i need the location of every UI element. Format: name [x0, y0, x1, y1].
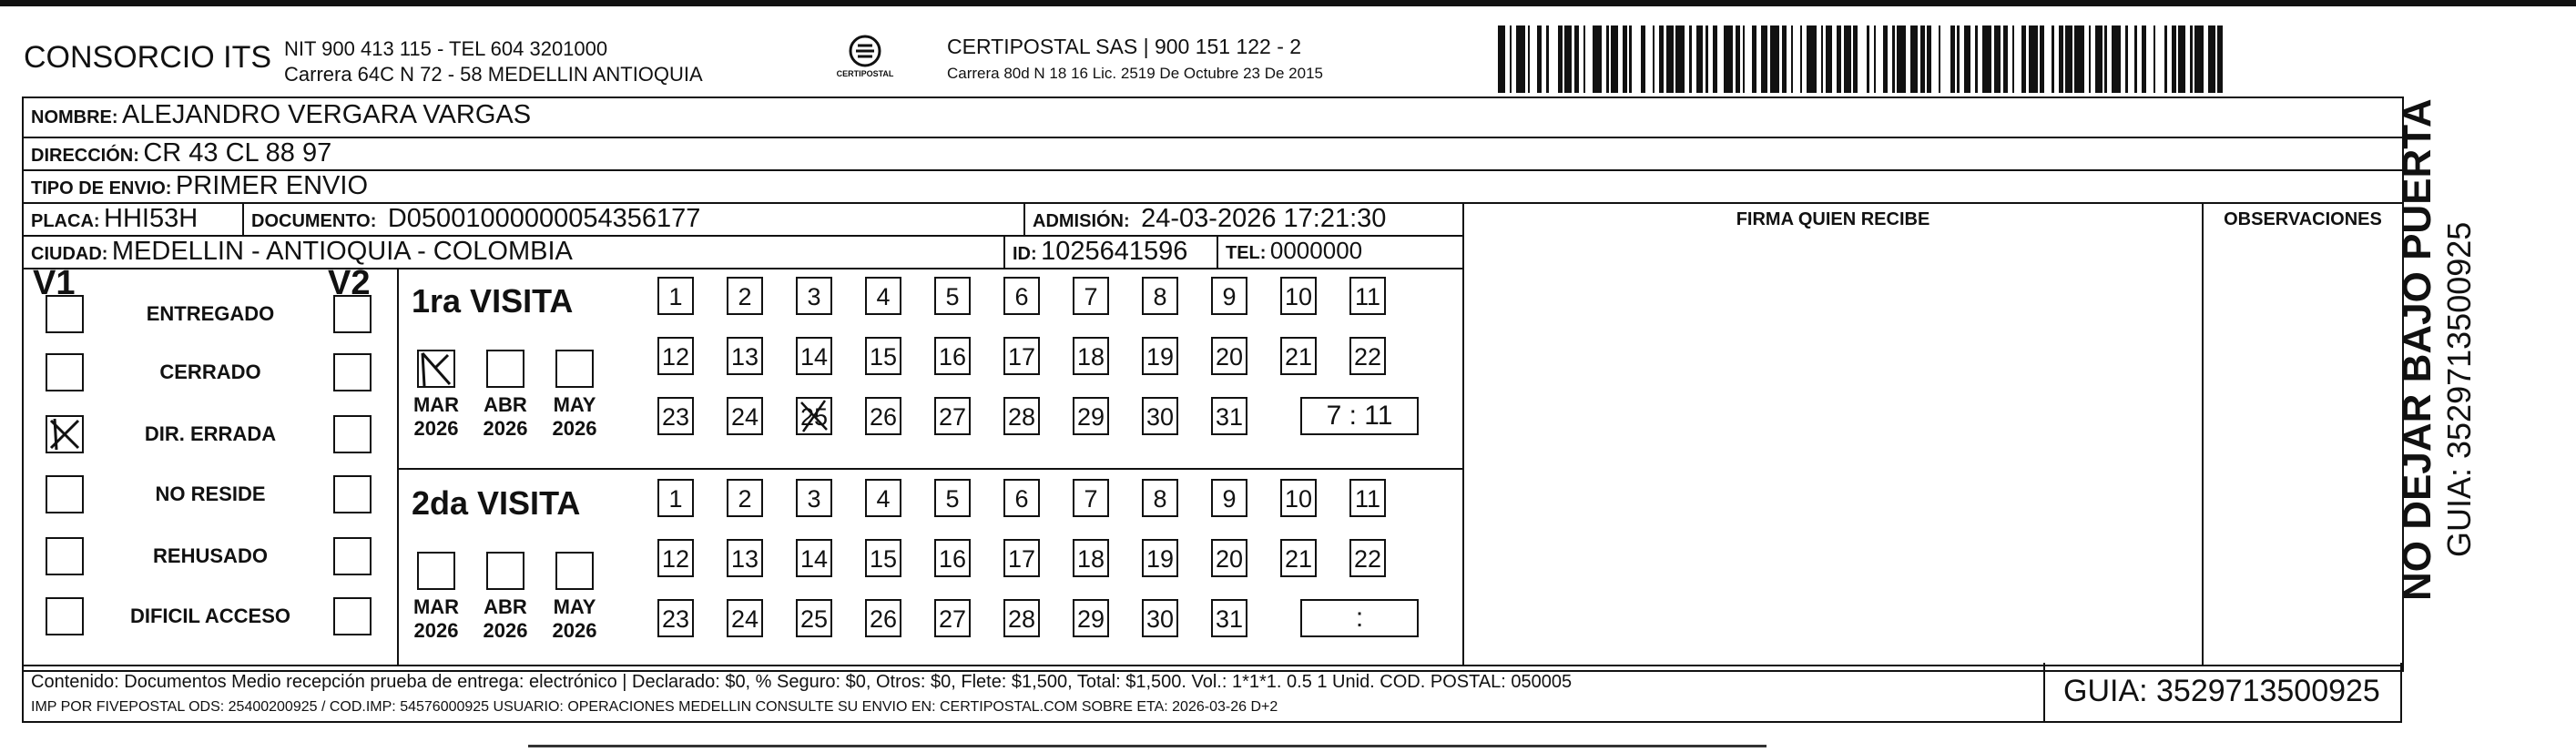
day-box[interactable]: 17 — [1003, 337, 1040, 375]
nombre-value: ALEJANDRO VERGARA VARGAS — [122, 100, 532, 129]
footer-contenido: Contenido: Documentos Medio recepción prueba de entrega: electrónico | Declarado: $0, % Seguro: $0, Otros: $0, Flete: $1,500, Total: $1,500. Vol.: 1*1*1. 0.5 1 Unid. COD. POSTAL: 050005 — [31, 672, 1573, 692]
admision-label: ADMISIÓN: — [1033, 211, 1130, 231]
v1-heading: V1 — [33, 264, 76, 302]
day-mark — [796, 397, 832, 435]
barcode-gap — [1745, 25, 1752, 93]
day-box[interactable]: 24 — [727, 397, 763, 435]
day-box[interactable]: 26 — [865, 397, 901, 435]
tel-cell — [1226, 237, 1362, 265]
barcode-bar — [1696, 25, 1704, 93]
day-box[interactable]: 8 — [1142, 277, 1178, 315]
day-box[interactable]: 2 — [727, 277, 763, 315]
day-box[interactable]: 12 — [657, 337, 694, 375]
documento-cell — [251, 204, 700, 234]
barcode-bar — [1724, 25, 1733, 93]
day-box[interactable]: 9 — [1211, 479, 1247, 517]
barcode-gap — [1530, 25, 1537, 93]
day-box[interactable]: 18 — [1073, 539, 1109, 577]
month-year: 2026 — [552, 619, 597, 642]
v1-checkbox[interactable] — [46, 537, 84, 575]
carrier-info — [947, 35, 1323, 83]
footer-impresion: IMP POR FIVEPOSTAL ODS: 25400200925 / COD.IMP: 54576000925 USUARIO: OPERACIONES MEDELLIN CONSULTE SU ENVIO EN: CERTIPOSTAL.COM SOBRE ETA: 2026-03-26 D+2 — [31, 699, 1278, 715]
day-box[interactable]: 23 — [657, 397, 694, 435]
footer-frame — [22, 663, 2402, 723]
day-box[interactable]: 20 — [1211, 337, 1247, 375]
day-box[interactable]: 2 — [727, 479, 763, 517]
barcode-bar — [2074, 25, 2083, 93]
day-box[interactable]: 6 — [1003, 277, 1040, 315]
barcode-bar — [1761, 25, 1768, 93]
v2-checkbox[interactable] — [333, 353, 372, 391]
admision-value: 24-03-2026 17:21:30 — [1141, 204, 1387, 233]
day-box[interactable]: 7 — [1073, 479, 1109, 517]
day-box[interactable]: 7 — [1073, 277, 1109, 315]
day-box[interactable]: 8 — [1142, 479, 1178, 517]
day-box[interactable]: 25 — [796, 599, 832, 637]
side-guia: GUIA: 3529713500925 — [2440, 221, 2478, 557]
month-year: 2026 — [413, 619, 459, 642]
day-box[interactable]: 25 — [796, 397, 832, 435]
barcode-gap — [2128, 25, 2135, 93]
day-box[interactable]: 22 — [1349, 539, 1386, 577]
day-box[interactable]: 13 — [727, 337, 763, 375]
month-name: MAY — [553, 595, 596, 618]
day-box[interactable]: 27 — [934, 599, 971, 637]
v2-checkbox[interactable] — [333, 597, 372, 635]
barcode-gap — [2146, 25, 2153, 93]
month-name: MAR — [412, 393, 460, 416]
visit-title: 1ra VISITA — [412, 282, 574, 320]
tipo-envio-value: PRIMER ENVIO — [175, 171, 369, 200]
day-box[interactable]: 4 — [865, 277, 901, 315]
barcode-bar — [1666, 25, 1674, 93]
status-label: REHUSADO — [153, 544, 268, 567]
month-checkbox[interactable] — [486, 552, 524, 590]
barcode-gap — [1858, 25, 1867, 93]
company-contact — [284, 36, 703, 87]
day-box[interactable]: 14 — [796, 337, 832, 375]
day-box[interactable]: 15 — [865, 539, 901, 577]
day-box[interactable]: 18 — [1073, 337, 1109, 375]
documento-label: DOCUMENTO: — [251, 211, 377, 231]
day-box[interactable]: 21 — [1280, 337, 1317, 375]
day-box[interactable]: 5 — [934, 479, 971, 517]
day-box[interactable]: 1 — [657, 479, 694, 517]
month-year: 2026 — [413, 417, 459, 440]
day-box[interactable]: 17 — [1003, 539, 1040, 577]
day-box[interactable]: 23 — [657, 599, 694, 637]
day-box[interactable]: 9 — [1211, 277, 1247, 315]
day-box[interactable]: 19 — [1142, 337, 1178, 375]
barcode-gap — [1645, 25, 1653, 93]
barcode-gap — [1931, 25, 1939, 93]
barcode-bar — [2029, 25, 2038, 93]
ciudad-label: CIUDAD: — [31, 244, 108, 264]
day-box[interactable]: 26 — [865, 599, 901, 637]
tipo-envio-row — [31, 171, 368, 201]
id-cell — [1013, 237, 1187, 267]
barcode-gap — [1585, 25, 1593, 93]
direccion-value: CR 43 CL 88 97 — [143, 138, 332, 168]
barcode-bar — [1897, 25, 1906, 93]
month-label — [404, 595, 468, 643]
day-box[interactable]: 30 — [1142, 397, 1178, 435]
visit-title: 2da VISITA — [412, 484, 581, 522]
barcode-bar — [2095, 25, 2103, 93]
barcode-bar — [1910, 25, 1918, 93]
month-checkbox[interactable] — [417, 552, 455, 590]
day-box[interactable]: 5 — [934, 277, 971, 315]
day-box[interactable]: 16 — [934, 539, 971, 577]
month-name: ABR — [484, 393, 527, 416]
v2-checkbox[interactable] — [333, 537, 372, 575]
ciudad-value: MEDELLIN - ANTIOQUIA - COLOMBIA — [111, 237, 573, 266]
v2-checkbox[interactable] — [333, 475, 372, 513]
barcode-bar — [2208, 25, 2215, 93]
day-box[interactable]: 4 — [865, 479, 901, 517]
day-box[interactable]: 30 — [1142, 599, 1178, 637]
direccion-row — [31, 138, 331, 168]
month-label — [543, 393, 606, 441]
day-box[interactable]: 28 — [1003, 397, 1040, 435]
observaciones-area — [2204, 235, 2400, 663]
bottom-scan-line — [528, 745, 1767, 747]
documento-value: D05001000000054356177 — [387, 204, 701, 233]
day-box[interactable]: 19 — [1142, 539, 1178, 577]
v2-checkbox[interactable] — [333, 295, 372, 333]
day-box[interactable]: 16 — [934, 337, 971, 375]
tel-label: TEL: — [1226, 243, 1267, 263]
nombre-label: NOMBRE: — [31, 107, 118, 127]
status-label: CERRADO — [159, 361, 261, 383]
barcode-bar — [1826, 25, 1833, 93]
barcode-bar — [1994, 25, 2001, 93]
company-nit-line: NIT 900 413 115 - TEL 604 3201000 — [284, 37, 608, 60]
barcode — [1498, 25, 2226, 93]
day-box[interactable]: 24 — [727, 599, 763, 637]
ciudad-cell — [31, 237, 573, 267]
placa-cell — [31, 204, 198, 234]
barcode-gap — [2044, 25, 2052, 93]
license-line: Carrera 80d N 18 16 Lic. 2519 De Octubre 23 De 2015 — [947, 65, 1323, 82]
day-box[interactable]: 21 — [1280, 539, 1317, 577]
barcode-bar — [1675, 25, 1685, 93]
barcode-bar — [1770, 25, 1779, 93]
status-label: DIR. ERRADA — [144, 422, 277, 445]
tipo-envio-label: TIPO DE ENVIO: — [31, 178, 172, 198]
barcode-bar — [2178, 25, 2185, 93]
month-label — [543, 595, 606, 643]
day-box[interactable]: 11 — [1349, 277, 1386, 315]
barcode-gap — [1940, 25, 1950, 93]
day-box[interactable]: 15 — [865, 337, 901, 375]
tel-value: 0000000 — [1269, 237, 1363, 264]
barcode-bar — [2112, 25, 2121, 93]
logo-text: CERTIPOSTAL — [836, 69, 894, 78]
status-label: DIFICIL ACCESO — [129, 605, 290, 627]
barcode-bar — [2194, 25, 2204, 93]
firma-heading: FIRMA QUIEN RECIBE — [1736, 209, 1930, 229]
barcode-gap — [1632, 25, 1641, 93]
barcode-bar — [1844, 25, 1851, 93]
time-box[interactable]: : — [1300, 599, 1419, 637]
barcode-bar — [1516, 25, 1525, 93]
barcode-gap — [2155, 25, 2164, 93]
barcode-bar — [1807, 25, 1816, 93]
day-box[interactable]: 14 — [796, 539, 832, 577]
id-value: 1025641596 — [1041, 237, 1188, 266]
day-box[interactable]: 29 — [1073, 397, 1109, 435]
company-address-line: Carrera 64C N 72 - 58 MEDELLIN ANTIOQUIA — [284, 63, 703, 86]
footer-guia: GUIA: 3529713500925 — [2063, 674, 2380, 708]
admision-cell — [1033, 204, 1386, 234]
barcode-gap — [1793, 25, 1800, 93]
placa-label: PLACA: — [31, 211, 100, 231]
day-box[interactable]: 3 — [796, 479, 832, 517]
barcode-bar — [1564, 25, 1572, 93]
day-box[interactable]: 22 — [1349, 337, 1386, 375]
month-label — [473, 393, 537, 441]
month-year: 2026 — [483, 619, 528, 642]
day-box[interactable]: 11 — [1349, 479, 1386, 517]
v1-checkbox[interactable] — [46, 597, 84, 635]
company-name: CONSORCIO ITS — [24, 40, 272, 75]
day-box[interactable]: 1 — [657, 277, 694, 315]
barcode-gap — [1549, 25, 1558, 93]
month-checkbox[interactable] — [555, 552, 594, 590]
barcode-bar — [1982, 25, 1991, 93]
barcode-gap — [2014, 25, 2021, 93]
day-box[interactable]: 10 — [1280, 277, 1317, 315]
month-name: ABR — [484, 595, 527, 618]
day-box[interactable]: 12 — [657, 539, 694, 577]
v1-checkbox[interactable] — [46, 295, 84, 333]
v1-checkbox[interactable] — [46, 475, 84, 513]
month-checkbox[interactable] — [486, 350, 524, 388]
day-box[interactable]: 29 — [1073, 599, 1109, 637]
barcode-gap — [1717, 25, 1725, 93]
month-label — [404, 393, 468, 441]
barcode-gap — [1876, 25, 1883, 93]
id-label: ID: — [1013, 244, 1037, 264]
certipostal-logo — [830, 31, 900, 86]
month-name: MAR — [412, 595, 460, 618]
time-box[interactable]: 7 : 11 — [1300, 397, 1419, 435]
status-label: ENTREGADO — [146, 302, 275, 325]
month-name: MAY — [553, 393, 596, 416]
day-box[interactable]: 10 — [1280, 479, 1317, 517]
placa-value: HHI53H — [104, 204, 199, 233]
observaciones-heading: OBSERVACIONES — [2224, 209, 2382, 229]
day-box[interactable]: 28 — [1003, 599, 1040, 637]
nombre-row — [31, 100, 531, 130]
barcode-bar — [1498, 25, 1505, 93]
month-year: 2026 — [483, 417, 528, 440]
month-label — [473, 595, 537, 643]
v1-checkbox[interactable] — [46, 353, 84, 391]
v2-heading: V2 — [328, 264, 371, 302]
day-box[interactable]: 3 — [796, 277, 832, 315]
barcode-gap — [2223, 25, 2227, 93]
month-checkbox[interactable] — [417, 350, 455, 388]
day-box[interactable]: 13 — [727, 539, 763, 577]
v1-checkbox[interactable] — [46, 415, 84, 453]
day-box[interactable]: 31 — [1211, 397, 1247, 435]
day-box[interactable]: 27 — [934, 397, 971, 435]
no-dejar-bajo-puerta: NO DEJAR BAJO PUERTA — [2395, 98, 2439, 601]
top-edge-line — [0, 0, 2576, 6]
month-year: 2026 — [552, 417, 597, 440]
firma-area — [1464, 235, 2200, 663]
month-checkbox[interactable] — [555, 350, 594, 388]
day-box[interactable]: 6 — [1003, 479, 1040, 517]
barcode-bar — [1964, 25, 1971, 93]
barcode-bar — [1611, 25, 1618, 93]
v2-checkbox[interactable] — [333, 415, 372, 453]
barcode-bar — [1593, 25, 1602, 93]
barcode-bar — [2065, 25, 2072, 93]
day-box[interactable]: 31 — [1211, 599, 1247, 637]
status-label: NO RESIDE — [155, 483, 266, 505]
day-box[interactable]: 20 — [1211, 539, 1247, 577]
carrier-line: CERTIPOSTAL SAS | 900 151 122 - 2 — [947, 35, 1302, 58]
direccion-label: DIRECCIÓN: — [31, 146, 139, 166]
